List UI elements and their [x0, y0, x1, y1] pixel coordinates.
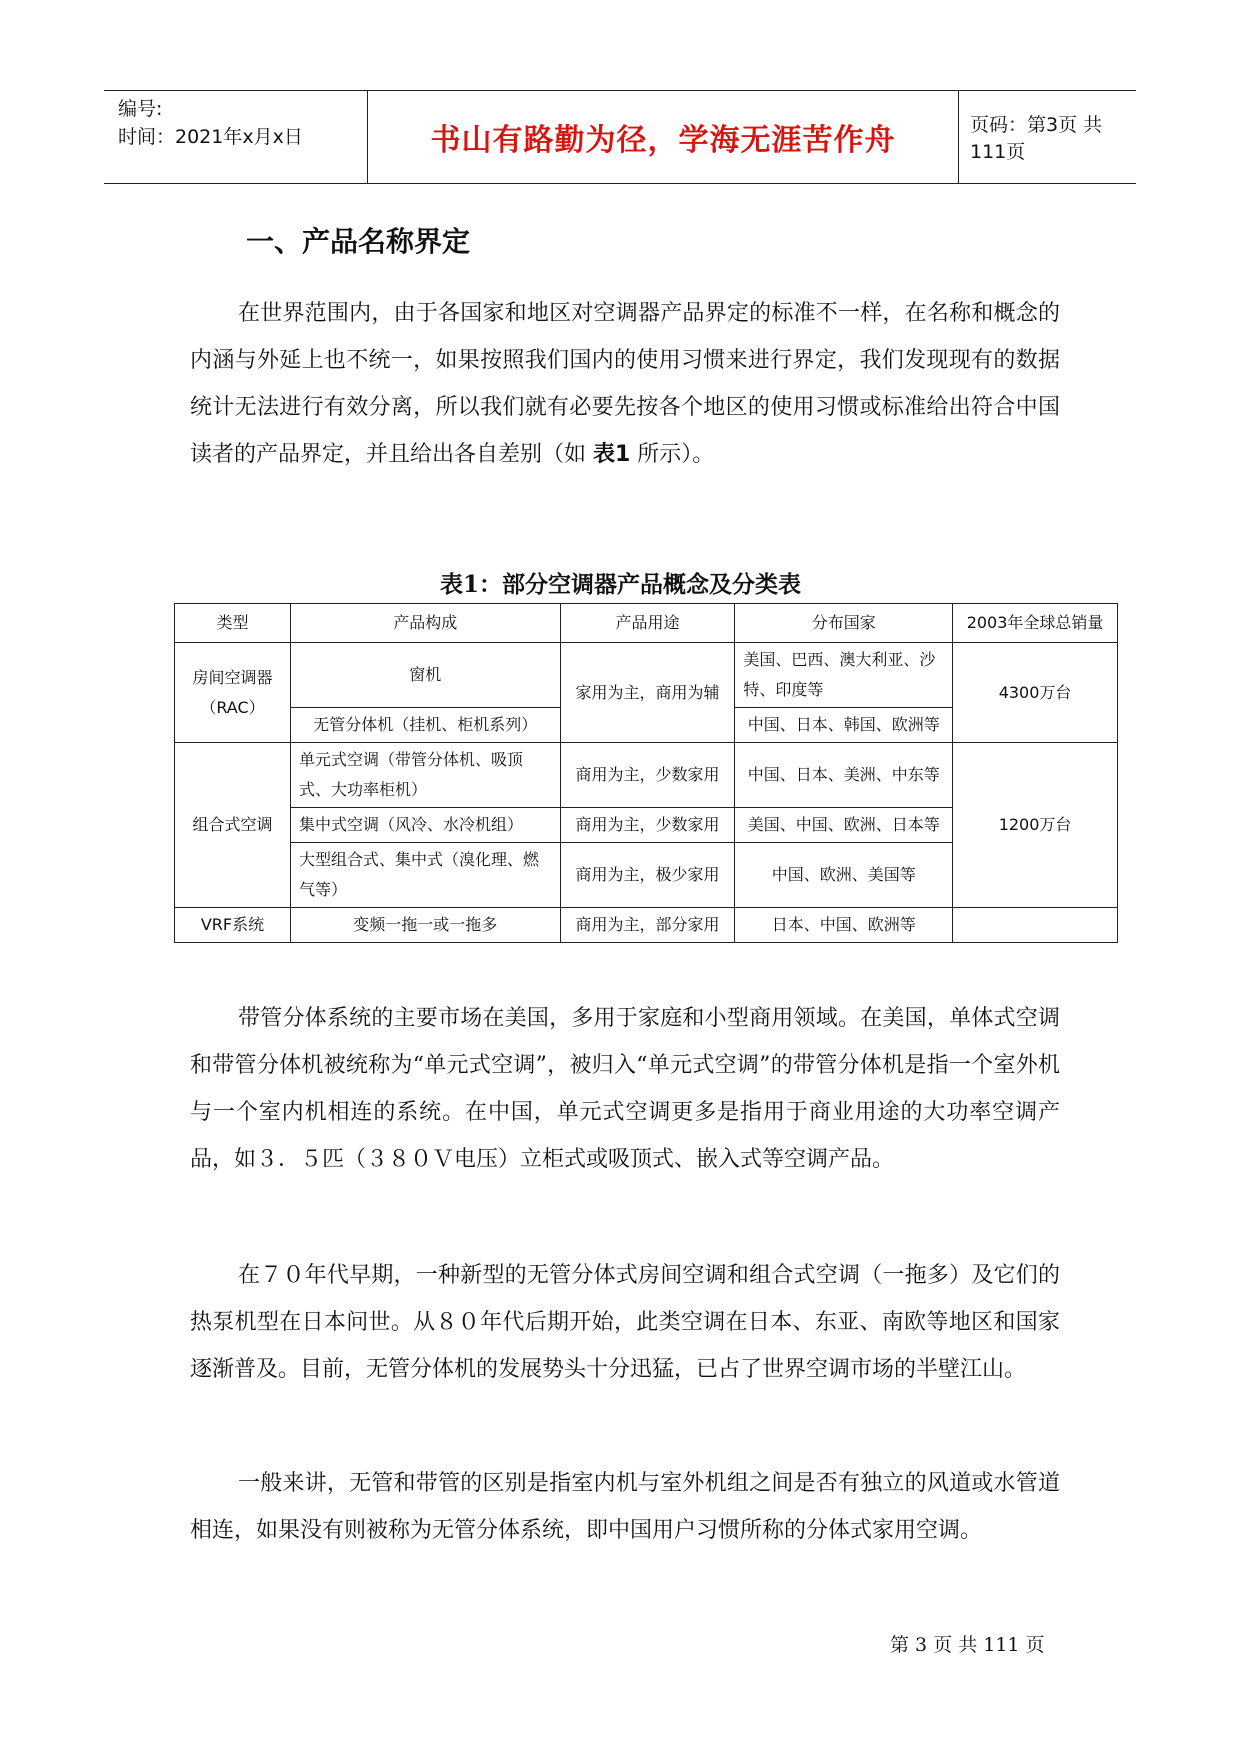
type-cell: 组合式空调: [175, 743, 291, 908]
country-cell: 中国、日本、美洲、中东等: [735, 743, 953, 808]
header-divider: [958, 91, 959, 183]
time-label: 时间：2021年x月x日: [118, 126, 303, 148]
column-header: 分布国家: [735, 604, 953, 643]
table-row: [175, 743, 1118, 808]
paragraph-ducted: 带管分体系统的主要市场在美国，多用于家庭和小型商用领域。在美国，单体式空调和带管分体机被统称为“单元式空调”，被归入“单元式空调”的带管分体机是指一个室外机与一个室内机相连的系统。在中国，单元式空调更多是指用于商业用途的大功率空调产品，如３．５匹（３８０Ｖ电压）立柜式或吸顶式、嵌入式等空调产品。: [190, 1006, 1060, 1172]
header-page-info: 页码：第3页 共111页: [970, 114, 1103, 163]
paragraph-history: 在７０年代早期，一种新型的无管分体式房间空调和组合式空调（一拖多）及它们的热泵机型在日本问世。从８０年代后期开始，此类空调在日本、东亚、南欧等地区和国家逐渐普及。目前，无管分体机的发展势头十分迅猛，已占了世界空调市场的半壁江山。: [190, 1263, 1060, 1382]
product-cell: 窗机: [290, 643, 560, 708]
paragraph-tail: 所示）。: [630, 442, 715, 467]
classification-table: [174, 603, 1118, 943]
sales-cell: 4300万台: [953, 643, 1118, 743]
table-reference: 表1: [593, 442, 631, 467]
table-header-row: [175, 604, 1118, 643]
country-cell: 日本、中国、欧洲等: [735, 908, 953, 943]
use-cell: 商用为主，部分家用: [560, 908, 735, 943]
use-cell: 商用为主，极少家用: [560, 843, 735, 908]
product-cell: 大型组合式、集中式（溴化理、燃气等）: [290, 843, 560, 908]
paragraph-text: 在世界范围内，由于各国家和地区对空调器产品界定的标准不一样，在名称和概念的内涵与外延上也不统一，如果按照我们国内的使用习惯来进行界定，我们发现现有的数据统计无法进行有效分离，所以我们就有必要先按各个地区的使用习惯或标准给出符合中国读者的产品界定，并且给出各自差别（如: [190, 301, 1060, 467]
product-cell: 变频一拖一或一拖多: [290, 908, 560, 943]
use-cell: 家用为主，商用为辅: [560, 643, 735, 743]
table-caption: 表1：部分空调器产品概念及分类表: [439, 571, 801, 598]
paragraph-intro: [190, 290, 1060, 478]
type-cell: VRF系统: [175, 908, 291, 943]
column-header: 类型: [175, 604, 291, 643]
country-cell: 中国、欧洲、美国等: [735, 843, 953, 908]
column-header: 产品用途: [560, 604, 735, 643]
product-cell: 无管分体机（挂机、柜机系列）: [290, 708, 560, 743]
sales-cell: 1200万台: [953, 743, 1118, 908]
use-cell: 商用为主，少数家用: [560, 808, 735, 843]
sales-cell: [953, 908, 1118, 943]
header-motto: 书山有路勤为径，学海无涯苦作舟: [430, 123, 896, 158]
table-row: [175, 643, 1118, 708]
paragraph-difference: 一般来讲，无管和带管的区别是指室内机与室外机组之间是否有独立的风道或水管道相连，如果没有则被称为无管分体系统，即中国用户习惯所称的分体式家用空调。: [190, 1471, 1060, 1543]
page-footer: 第 3 页 共 111 页: [890, 1634, 1045, 1656]
table-row: [175, 908, 1118, 943]
product-cell: 单元式空调（带管分体机、吸顶式、大功率柜机）: [290, 743, 560, 808]
use-cell: 商用为主，少数家用: [560, 743, 735, 808]
country-cell: 美国、巴西、澳大利亚、沙特、印度等: [735, 643, 953, 708]
type-cell: 房间空调器（RAC）: [175, 643, 291, 743]
header-meta: [118, 95, 370, 151]
column-header: 2003年全球总销量: [953, 604, 1118, 643]
column-header: 产品构成: [290, 604, 560, 643]
number-label: 编号:: [118, 98, 163, 120]
product-cell: 集中式空调（风冷、水冷机组）: [290, 808, 560, 843]
country-cell: 美国、中国、欧洲、日本等: [735, 808, 953, 843]
country-cell: 中国、日本、韩国、欧洲等: [735, 708, 953, 743]
page-header: [104, 90, 1136, 184]
section-title: 一、产品名称界定: [246, 225, 471, 258]
